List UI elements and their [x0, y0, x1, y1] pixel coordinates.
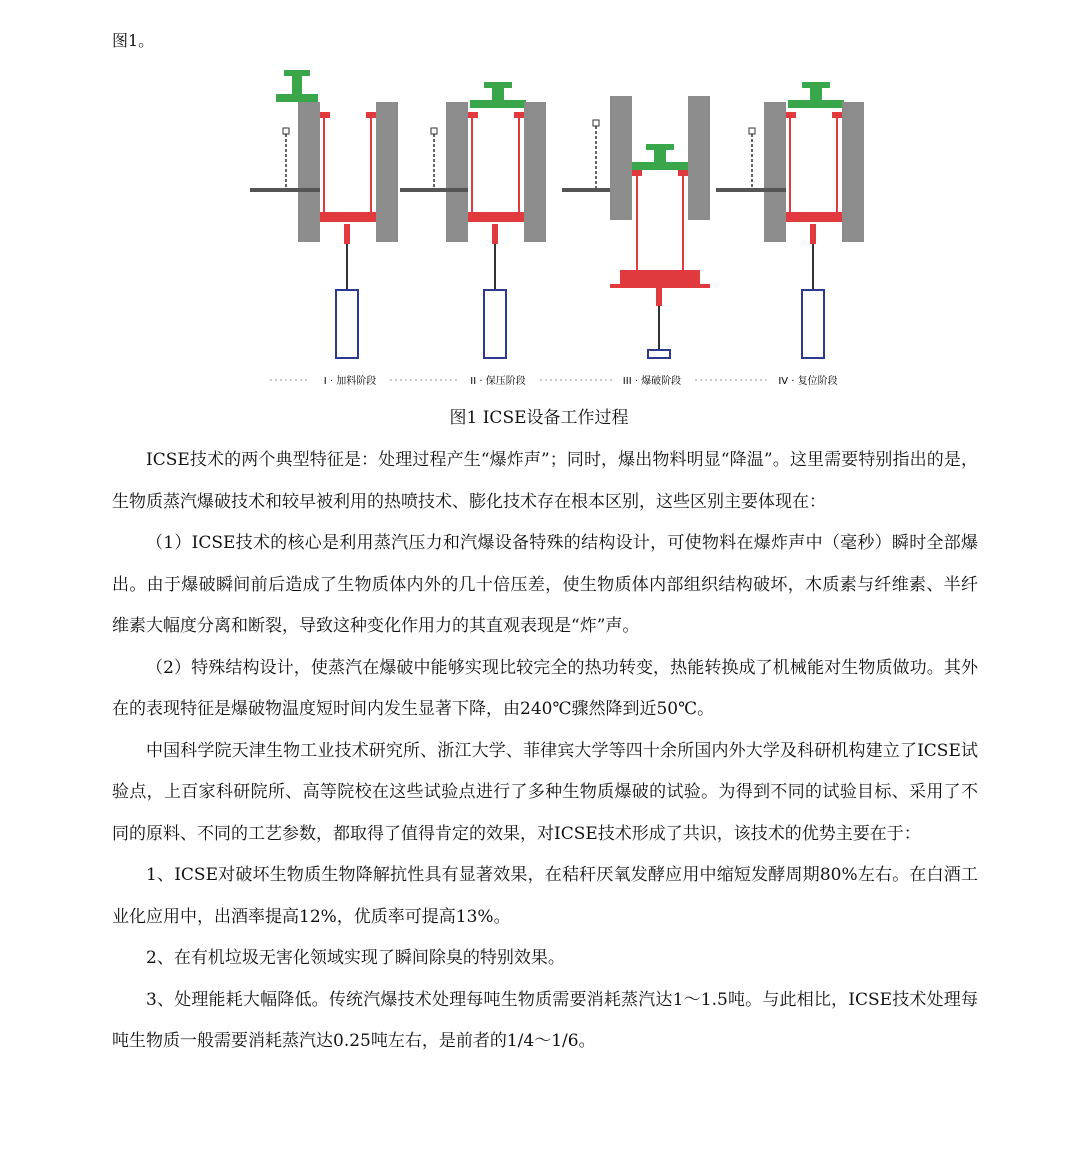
paragraph-7: 3、处理能耗大幅降低。传统汽爆技术处理每吨生物质需要消耗蒸汽达1～1.5吨。与此相比，ICSE技术处理每吨生物质一般需要消耗蒸汽达0.25吨左右，是前者的1/4～1/6。	[112, 989, 978, 1051]
paragraph-1: ICSE技术的两个典型特征是：处理过程产生“爆炸声”；同时，爆出物料明显“降温”。这里需要特别指出的是，生物质蒸汽爆破技术和较早被利用的热喷技术、膨化技术存在根本区别，这些区别主要体现在：	[112, 450, 978, 512]
stage-1-diagram	[250, 70, 398, 358]
paragraph-6: 2、在有机垃圾无害化领域实现了瞬间除臭的特别效果。	[146, 948, 565, 968]
body-text	[112, 440, 978, 1063]
figure-reference: 图1。	[112, 31, 155, 50]
stage-3-diagram	[562, 96, 710, 358]
stage-label-2: II · 保压阶段	[470, 376, 526, 387]
paragraph-3: （2）特殊结构设计，使蒸汽在爆破中能够实现比较完全的热功转变，热能转换成了机械能对生物质做功。其外在的表现特征是爆破物温度短时间内发生显著下降，由240℃骤然降到近50℃。	[112, 657, 978, 719]
figure-caption: 图1 ICSE设备工作过程	[449, 408, 629, 428]
stage-label-1: I · 加料阶段	[323, 376, 377, 387]
stage-label-4: IV · 复位阶段	[778, 376, 838, 387]
paragraph-2: （1）ICSE技术的核心是利用蒸汽压力和汽爆设备特殊的结构设计，可使物料在爆炸声中（毫秒）瞬时全部爆出。由于爆破瞬间前后造成了生物质体内外的几十倍压差，使生物质体内部组织结构破坏，木质素与纤维素、半纤维素大幅度分离和断裂，导致这种变化作用力的其直观表现是“炸”声。	[112, 533, 978, 636]
paragraph-5: 1、ICSE对破坏生物质生物降解抗性具有显著效果，在秸秆厌氧发酵应用中缩短发酵周期80%左右。在白酒工业化应用中，出酒率提高12%，优质率可提高13%。	[112, 865, 978, 927]
stage-4-diagram	[716, 82, 864, 358]
icse-process-figure	[240, 60, 880, 400]
paragraph-4: 中国科学院天津生物工业技术研究所、浙江大学、菲律宾大学等四十余所国内外大学及科研机构建立了ICSE试验点，上百家科研院所、高等院校在这些试验点进行了多种生物质爆破的试验。为得到不同的试验目标、采用了不同的原料、不同的工艺参数，都取得了值得肯定的效果，对ICSE技术形成了共识，该技术的优势主要在于：	[112, 740, 978, 844]
stage-2-diagram	[400, 82, 546, 358]
stage-label-3: III · 爆破阶段	[622, 376, 682, 387]
